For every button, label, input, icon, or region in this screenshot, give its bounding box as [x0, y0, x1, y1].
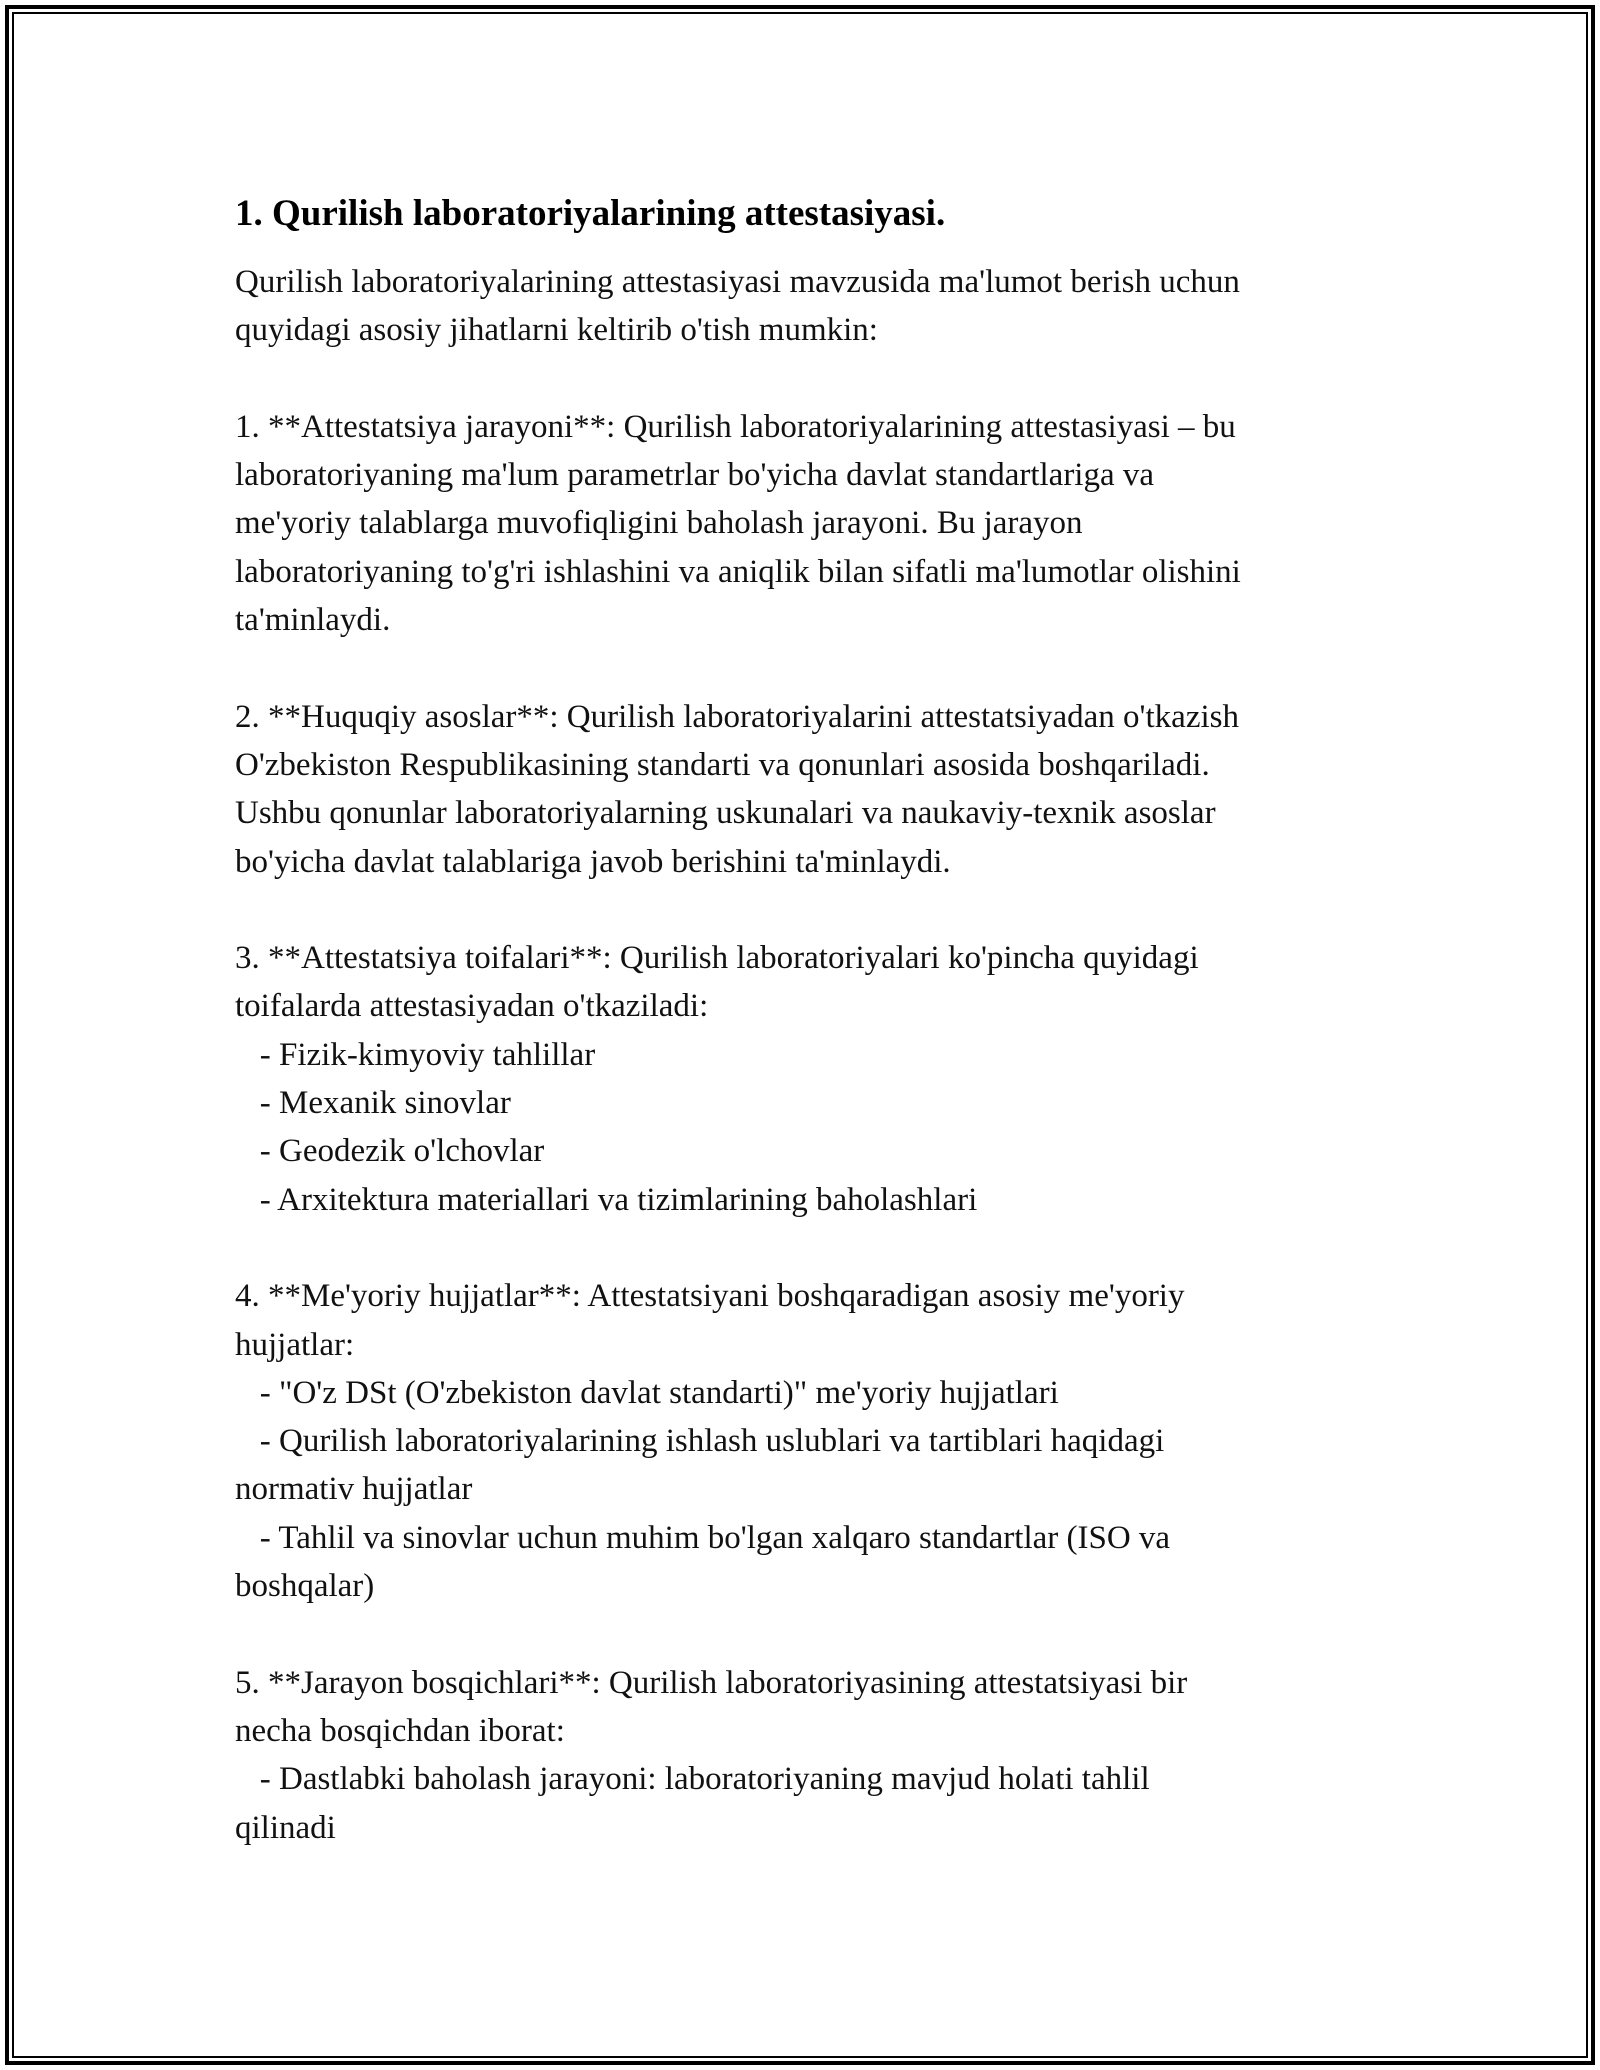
text-line: 2. **Huquqiy asoslar**: Qurilish laboratoriyalarini attestatsiyadan o'tkazish: [235, 698, 1239, 735]
list-item: - "O'z DSt (O'zbekiston davlat standarti)" me'yoriy hujjatlari: [235, 1374, 1059, 1411]
document-title: 1. Qurilish laboratoriyalarining attestasiyasi.: [235, 193, 946, 234]
text-line: laboratoriyaning ma'lum parametrlar bo'yicha davlat standartlariga va: [235, 457, 1155, 494]
blank-line: [235, 644, 1415, 692]
text-line: ta'minlaydi.: [235, 602, 391, 639]
blank-line: [235, 1224, 1415, 1272]
text-line: necha bosqichdan iborat:: [235, 1712, 565, 1749]
list-item: - Fizik-kimyoviy tahlillar: [235, 1036, 596, 1073]
text-line: laboratoriyaning to'g'ri ishlashini va aniqlik bilan sifatli ma'lumotlar olishini: [235, 553, 1241, 590]
blank-line: [235, 355, 1415, 403]
list-item: - Qurilish laboratoriyalarining ishlash uslublari va tartiblari haqidagi: [235, 1423, 1165, 1460]
list-item: - Mexanik sinovlar: [235, 1085, 511, 1122]
text-line: O'zbekiston Respublikasining standarti va qonunlari asosida boshqariladi.: [235, 746, 1210, 783]
list-item: - Geodezik o'lchovlar: [235, 1133, 545, 1170]
text-line: 3. **Attestatsiya toifalari**: Qurilish laboratoriyalari ko'pincha quyidagi: [235, 940, 1199, 977]
text-line: boshqalar): [235, 1568, 375, 1605]
list-item: - Tahlil va sinovlar uchun muhim bo'lgan xalqaro standartlar (ISO va: [235, 1519, 1171, 1556]
text-line: 4. **Me'yoriy hujjatlar**: Attestatsiyani boshqaradigan asosiy me'yoriy: [235, 1278, 1185, 1315]
text-line: qilinadi: [235, 1809, 336, 1846]
text-line: Ushbu qonunlar laboratoriyalarning uskunalari va naukaviy-texnik asoslar: [235, 795, 1216, 832]
text-line: 5. **Jarayon bosqichlari**: Qurilish laboratoriyasining attestatsiyasi bir: [235, 1664, 1188, 1701]
text-line: Qurilish laboratoriyalarining attestasiyasi mavzusida ma'lumot berish uchun: [235, 264, 1240, 300]
blank-line: [235, 1610, 1415, 1658]
document-body: [235, 188, 1415, 1852]
list-item: - Dastlabki baholash jarayoni: laboratoriyaning mavjud holati tahlil: [235, 1761, 1150, 1798]
text-line: hujjatlar:: [235, 1326, 355, 1363]
list-item: - Arxitektura materiallari va tizimlarining baholashlari: [235, 1181, 978, 1218]
text-line: bo'yicha davlat talablariga javob berishini ta'minlaydi.: [235, 843, 951, 880]
text-line: me'yoriy talablarga muvofiqligini baholash jarayoni. Bu jarayon: [235, 505, 1083, 542]
text-line: quyidagi asosiy jihatlarni keltirib o'tish mumkin:: [235, 312, 878, 349]
blank-line: [235, 886, 1415, 934]
text-line: 1. **Attestatsiya jarayoni**: Qurilish laboratoriyalarining attestasiyasi – bu: [235, 408, 1236, 445]
text-line: toifalarda attestasiyadan o'tkaziladi:: [235, 988, 709, 1025]
document-text: [235, 258, 1415, 1852]
text-line: normativ hujjatlar: [235, 1471, 473, 1508]
